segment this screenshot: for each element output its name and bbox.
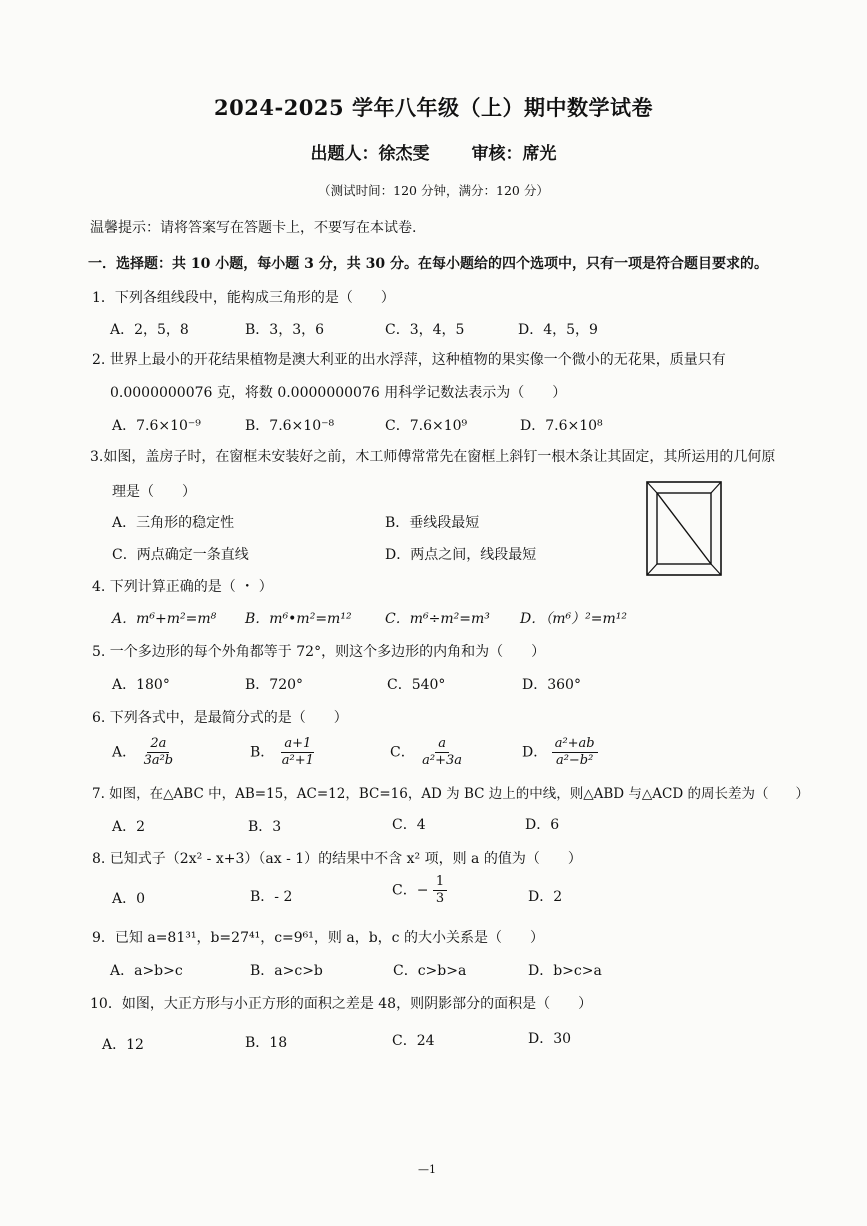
q8-option-c-label: C． [392, 882, 417, 899]
q9-option-c: C．c>b>a [393, 963, 467, 979]
q5-option-d: D．360° [522, 677, 581, 693]
q6-fraction-c [419, 736, 465, 769]
q7-option-b: B．3 [248, 819, 282, 835]
q10-option-c: C．24 [392, 1033, 435, 1049]
reviewer: 审核：席光 [471, 144, 557, 164]
q8-c-sign: − [416, 882, 429, 899]
q6-fraction-d [552, 736, 598, 769]
q5-option-b: B．720° [245, 677, 304, 693]
q6-option-a [112, 736, 176, 769]
q6-d-numerator: a²+ab [552, 736, 598, 753]
q10-stem: 10．如图，大正方形与小正方形的面积之差是 48，则阴影部分的面积是（ ） [90, 996, 593, 1012]
q2-stem-line2: 0.0000000076 克，将数 0.0000000076 用科学记数法表示为（ ） [110, 385, 567, 401]
q8-option-a: A．0 [112, 891, 146, 907]
q10-option-b: B．18 [245, 1035, 288, 1051]
q6-option-d [522, 736, 598, 769]
q6-d-denominator: a²−b² [555, 753, 594, 768]
q6-a-denominator: 3a²b [143, 753, 174, 768]
exam-info: （测试时间：120 分钟，满分：120 分） [318, 183, 549, 198]
q1-option-c: C．3，4，5 [385, 322, 465, 338]
q9-option-d: D．b>c>a [528, 963, 602, 979]
q3-option-c: C．两点确定一条直线 [112, 547, 249, 563]
q7-option-c: C．4 [392, 817, 426, 833]
q1-stem: 1．下列各组线段中，能构成三角形的是（ ） [92, 290, 395, 306]
q2-stem-line1: 2. 世界上最小的开花结果植物是澳大利亚的出水浮萍，这种植物的果实像一个微小的无花果，质量只有 [92, 352, 726, 368]
q10-option-d: D．30 [528, 1031, 572, 1047]
window-frame-figure [645, 480, 725, 580]
q6-b-numerator: a+1 [281, 736, 314, 753]
q5-stem: 5. 一个多边形的每个外角都等于 72°，则这个多边形的内角和为（ ） [92, 644, 546, 660]
q7-stem: 7. 如图，在△ABC 中，AB=15，AC=12，BC=16，AD 为 BC 边上的中线，则△ABD 与△ACD 的周长差为（ ） [92, 786, 810, 802]
section-title: 一．选择题：共 10 小题，每小题 3 分，共 30 分。在每小题给的四个选项中，只有一项是符合题目要求的。 [88, 256, 768, 272]
q4-option-d: D．（m⁶）²=m¹² [520, 611, 627, 627]
q6-fraction-a [141, 736, 177, 769]
q4-option-c: C．m⁶÷m²=m³ [385, 611, 490, 627]
q6-option-d-label: D． [522, 744, 548, 761]
q4-option-b: B．m⁶•m²=m¹² [245, 611, 352, 627]
q9-option-b: B．a>c>b [250, 963, 323, 979]
q8-c-numerator: 1 [433, 874, 447, 891]
q8-option-d: D．2 [528, 889, 563, 905]
q3-stem-line1: 3.如图，盖房子时，在窗框未安装好之前，木工师傅常常先在窗框上斜钉一根木条让其固定，其所运用的几何原 [90, 449, 776, 465]
q7-option-a: A．2 [112, 819, 146, 835]
q5-option-a: A．180° [112, 677, 170, 693]
q6-a-numerator: 2a [147, 736, 169, 753]
tip: 温馨提示：请将答案写在答题卡上，不要写在本试卷. [90, 220, 417, 236]
q3-stem-line2: 理是（ ） [112, 484, 196, 500]
q7-option-d: D．6 [525, 817, 560, 833]
page-number: —1 [418, 1163, 436, 1176]
q8-option-c [392, 874, 447, 907]
author: 出题人：徐杰雯 [310, 144, 430, 164]
q2-option-b: B．7.6×10⁻⁸ [245, 418, 335, 434]
q2-option-d: D．7.6×10⁸ [520, 418, 603, 434]
q1-option-b: B．3，3，6 [245, 322, 325, 338]
q4-option-a: A．m⁶+m²=m⁸ [112, 611, 217, 627]
q2-option-a: A．7.6×10⁻⁹ [112, 418, 201, 434]
page-title: 2024-2025 学年八年级（上）期中数学试卷 [214, 95, 653, 120]
q10-option-a: A．12 [102, 1037, 144, 1053]
q5-option-c: C．540° [387, 677, 446, 693]
q6-c-denominator: a²+3a [422, 753, 463, 768]
q3-option-b: B．垂线段最短 [385, 515, 480, 531]
q2-option-c: C．7.6×10⁹ [385, 418, 468, 434]
q8-option-b: B．- 2 [250, 889, 293, 905]
q6-option-c [390, 736, 465, 769]
q6-option-a-label: A． [112, 744, 137, 761]
q6-b-denominator: a²+1 [281, 753, 314, 768]
q9-stem: 9．已知 a=81³¹，b=27⁴¹，c=9⁶¹，则 a，b，c 的大小关系是（ ） [92, 930, 544, 946]
q6-c-numerator: a [435, 736, 449, 753]
q1-option-d: D．4，5，9 [518, 322, 598, 338]
q3-option-d: D．两点之间，线段最短 [385, 547, 537, 563]
q1-option-a: A．2，5，8 [110, 322, 189, 338]
q8-c-denominator: 3 [435, 891, 445, 906]
q6-option-b-label: B． [250, 744, 275, 761]
q6-option-c-label: C． [390, 744, 415, 761]
q8-fraction-c [433, 874, 447, 907]
q6-fraction-b [279, 736, 317, 769]
q6-stem: 6. 下列各式中，是最简分式的是（ ） [92, 710, 348, 726]
q6-option-b [250, 736, 317, 769]
q4-stem: 4. 下列计算正确的是（ ・ ） [92, 579, 273, 595]
q3-option-a: A．三角形的稳定性 [112, 515, 235, 531]
authors-line [0, 139, 867, 164]
q8-stem: 8. 已知式子（2x² - x+3）（ax - 1）的结果中不含 x² 项，则 a 的值为（ ） [92, 851, 582, 867]
q9-option-a: A．a>b>c [110, 963, 183, 979]
